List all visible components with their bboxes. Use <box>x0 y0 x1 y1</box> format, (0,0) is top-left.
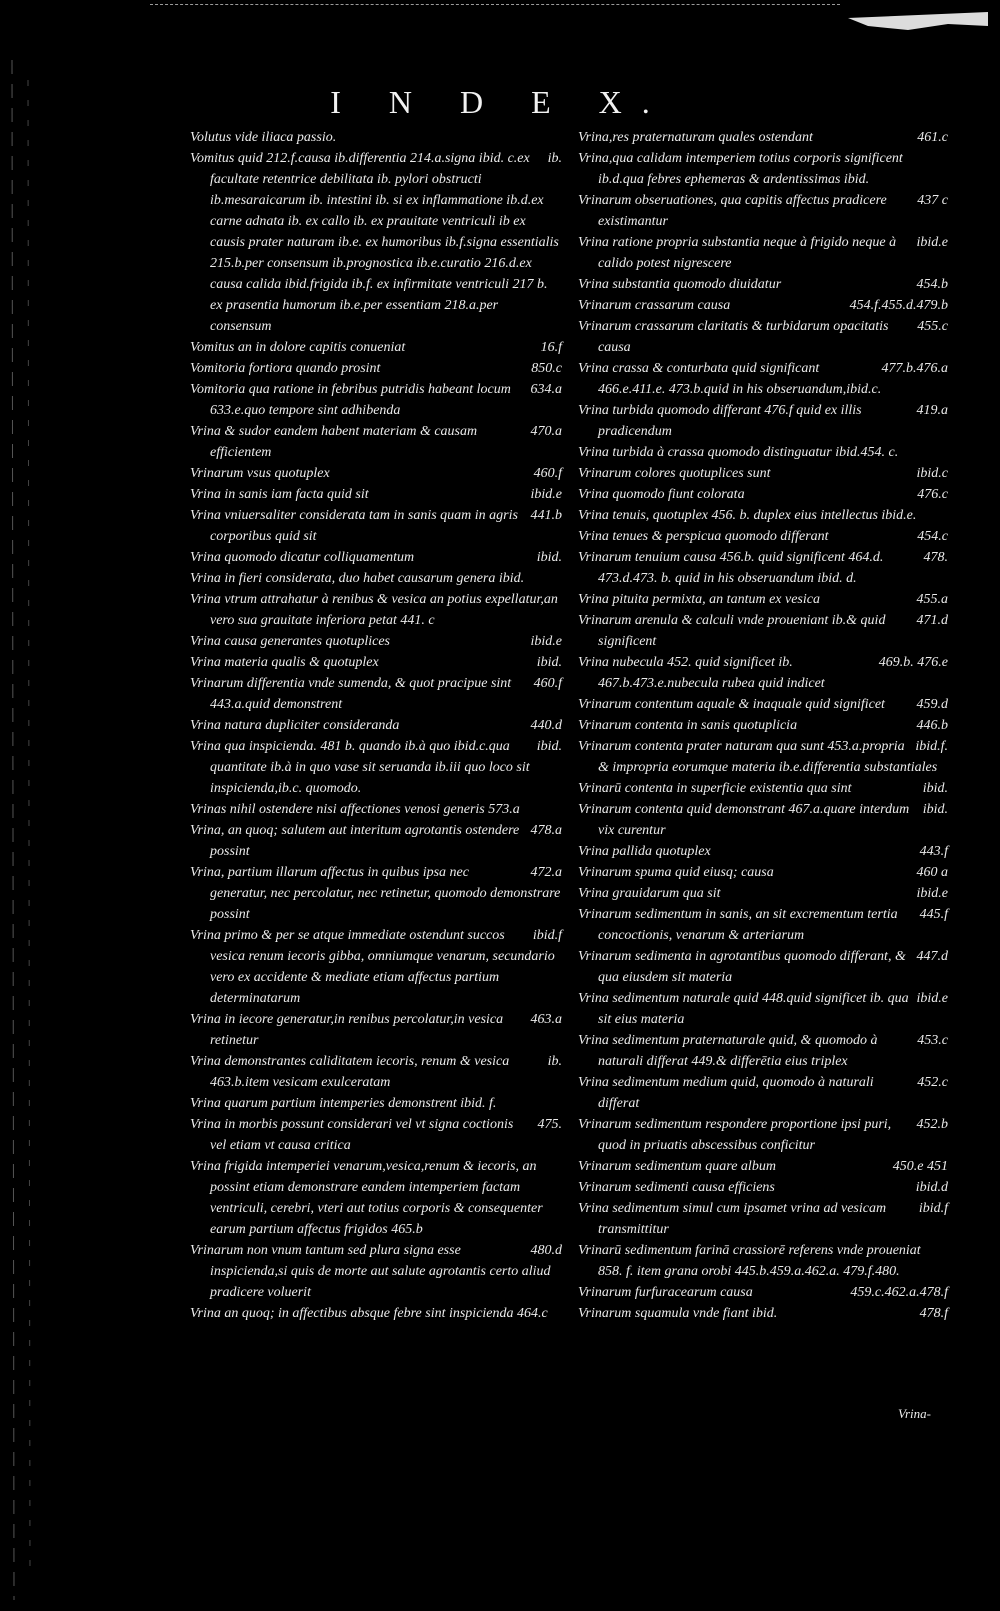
top-rule <box>150 4 840 5</box>
entry-reference: ibid.e <box>530 634 562 649</box>
entry-text: Vrina tenues & perspicua quomodo differant <box>578 529 829 544</box>
index-entry <box>190 925 562 1009</box>
entry-reference: ibid.e <box>916 235 948 250</box>
entry-text: Vrinarum colores quotuplices sunt <box>578 466 771 481</box>
index-entry <box>578 904 948 946</box>
entry-reference: 472.a <box>530 865 562 880</box>
entry-text: Vrina demonstrantes caliditatem iecoris, renum & vesica 463.b.item vesicam exulceratam <box>190 1054 510 1090</box>
entry-text: Vrinarum sedimenta in agrotantibus quomodo differant, & qua eiusdem sit materia <box>578 949 906 985</box>
entry-text: Vrinarum furfuracearum causa <box>578 1285 753 1300</box>
index-entry <box>578 316 948 358</box>
entry-text: Vrina crassa & conturbata quid significant 466.e.411.e. 473.b.quid in his obseruandum,ibid.c. <box>578 361 882 397</box>
index-entry <box>578 463 948 484</box>
index-entry <box>190 1114 562 1156</box>
index-entry <box>578 946 948 988</box>
entry-reference: 460 a <box>916 865 948 880</box>
index-entry <box>578 1240 948 1282</box>
index-entry <box>578 127 948 148</box>
entry-reference: ibid. <box>536 655 562 670</box>
entry-text: Vrina an quoq; in affectibus absque febre sint inspicienda 464.c <box>190 1306 548 1321</box>
index-entry <box>578 883 948 904</box>
entry-text: Vomitoria fortiora quando prosint <box>190 361 381 376</box>
entry-reference: 455.c <box>917 319 948 334</box>
entry-text: Vrinarum spuma quid eiusq; causa <box>578 865 774 880</box>
entry-text: Vrina turbida quomodo differant 476.f quid ex illis pradicendum <box>578 403 862 439</box>
index-entry <box>190 589 562 631</box>
entry-reference: 477.b.476.a <box>881 361 948 376</box>
index-entry <box>578 1303 948 1324</box>
index-entry <box>190 379 562 421</box>
entry-text: Vrinarū contenta in superficie existentia qua sint <box>578 781 852 796</box>
entry-text: Vrina, partium illarum affectus in quibus ipsa nec generatur, nec percolatur, nec retinetur, quomodo demonstrare possint <box>190 865 561 922</box>
entry-reference: 460.f <box>533 466 562 481</box>
entry-reference: 459.d <box>916 697 948 712</box>
entry-text: Volutus vide iliaca passio. <box>190 130 337 145</box>
entry-text: Vrina pituita permixta, an tantum ex vesica <box>578 592 820 607</box>
entry-reference: ibid.f <box>532 928 562 943</box>
index-entry <box>190 1093 562 1114</box>
index-entry <box>578 589 948 610</box>
entry-text: Vrina sedimentum simul cum ipsamet vrina ad vesicam transmittitur <box>578 1201 887 1237</box>
index-entry <box>190 547 562 568</box>
entry-reference: ib. <box>547 151 562 166</box>
entry-text: Vrina quarum partium intemperies demonstrent ibid. f. <box>190 1096 497 1111</box>
index-entry <box>190 358 562 379</box>
entry-text: Vomitus an in dolore capitis conueniat <box>190 340 406 355</box>
index-entry <box>578 547 948 589</box>
page-edge-bleed <box>6 60 46 1600</box>
index-entry <box>578 1177 948 1198</box>
entry-text: Vrina materia qualis & quotuplex <box>190 655 379 670</box>
index-entry <box>190 463 562 484</box>
index-entry <box>578 505 948 526</box>
entry-text: Vrina ratione propria substantia neque à frigido neque à calido potest nigrescere <box>578 235 897 271</box>
entry-reference: 471.d <box>916 613 948 628</box>
entry-text: Vrina sedimentum medium quid, quomodo à naturali differat <box>578 1075 874 1111</box>
entry-text: Vrina frigida intemperiei venarum,vesica,renum & iecoris, an possint etiam demonstrare eandem intemperiem factam ventriculi, cerebri, vteri aut totius corporis & consequenter earum partium affectus frigidos 465.b <box>190 1159 543 1237</box>
entry-reference: 440.d <box>530 718 562 733</box>
entry-text: Vrinarum sedimenti causa efficiens <box>578 1180 775 1195</box>
entry-reference: 469.b. 476.e <box>878 655 948 670</box>
index-entry <box>190 862 562 925</box>
entry-reference: 470.a <box>530 424 562 439</box>
index-entry <box>190 1009 562 1051</box>
entry-text: Vrina,qua calidam intemperiem totius corporis significent ib.d.qua febres ephemeras & ardentissimas ibid. <box>578 151 903 187</box>
index-entry <box>578 799 948 841</box>
entry-text: Vrinarum sedimentum in sanis, an sit excrementum tertia concoctionis, venarum & arteriarum <box>578 907 898 943</box>
entry-text: Vrinarum contenta in sanis quotuplicia <box>578 718 798 733</box>
entry-text: Vrina in iecore generatur,in renibus percolatur,in vesica retinetur <box>190 1012 504 1048</box>
entry-text: Vrina quomodo dicatur colliquamentum <box>190 550 415 565</box>
entry-text: Vrina natura dupliciter consideranda <box>190 718 400 733</box>
index-entry <box>190 1240 562 1303</box>
entry-reference: 446.b <box>916 718 948 733</box>
index-entry <box>190 1156 562 1240</box>
index-entry <box>190 631 562 652</box>
index-column-right <box>578 127 948 1324</box>
entry-text: Vrina, an quoq; salutem aut interitum agrotantis ostendere possint <box>190 823 520 859</box>
entry-text: Vrinarū sedimentum farinā crassiorē referens vnde proueniat 858. f. item grana orobi 445.b.459.a.462.a. 479.f.480. <box>578 1243 921 1279</box>
entry-reference: 475. <box>537 1117 562 1132</box>
entry-reference: 454.f.455.d.479.b <box>849 298 948 313</box>
index-entry <box>578 442 948 463</box>
index-entry <box>578 736 948 778</box>
entry-reference: ibid.f <box>918 1201 948 1216</box>
index-entry <box>578 232 948 274</box>
entry-text: Vrina vniuersaliter considerata tam in sanis quam in agris corporibus quid sit <box>190 508 518 544</box>
entry-text: Vrina in sanis iam facta quid sit <box>190 487 369 502</box>
entry-text: Vrinarum contenta quid demonstrant 467.a.quare interdum vix curentur <box>578 802 910 838</box>
entry-text: Vrina tenuis, quotuplex 456. b. duplex eius intellectus ibid.e. <box>578 508 917 523</box>
entry-reference: 480.d <box>530 1243 562 1258</box>
entry-text: Vrinarum non vnum tantum sed plura signa esse inspicienda,si quis de morte aut salute agrotantis certo aliud pradicere voluerit <box>190 1243 551 1300</box>
entry-text: Vrinarum vsus quotuplex <box>190 466 330 481</box>
entry-reference: ibid. <box>536 550 562 565</box>
entry-text: Vomitus quid 212.f.causa ib.differentia 214.a.signa ibid. c.ex facultate retentrice debilitata ib. pylori obstructi ib.mesaraicarum ib. intestini ib. si ex inflammatione ib.d.ex carne adnata ib. ex callo ib. ex prauitate ventriculi ib ex causis prater naturam ib.e. ex humoribus ib.f.signa essentialis 215.b.per consensum ib.prognostica ib.e.curatio 216.d.ex causa calida ibid.frigida ib.f. ex infirmitate ventriculi 217 b. ex prasentia humorum ib.e.per essentiam 218.a.per consensum <box>190 151 559 334</box>
index-entry <box>578 862 948 883</box>
entry-text: Vrinas nihil ostendere nisi affectiones venosi generis 573.a <box>190 802 520 817</box>
entry-reference: 478.a <box>530 823 562 838</box>
entry-reference: 447.d <box>916 949 948 964</box>
entry-reference: ibid. <box>922 802 948 817</box>
entry-reference: ibid.e <box>916 886 948 901</box>
catchword: Vrina- <box>898 1406 931 1421</box>
entry-text: Vrina nubecula 452. quid significet ib. 467.b.473.e.nubecula rubea quid indicet <box>578 655 825 691</box>
index-entry <box>578 694 948 715</box>
entry-text: Vrinarum contentum aquale & inaquale quid significet <box>578 697 885 712</box>
index-entry <box>578 274 948 295</box>
entry-text: Vrina,res praternaturam quales ostendant <box>578 130 813 145</box>
index-entry <box>578 1030 948 1072</box>
entry-text: Vrina & sudor eandem habent materiam & causam efficientem <box>190 424 478 460</box>
index-entry <box>578 190 948 232</box>
index-entry <box>578 988 948 1030</box>
entry-text: Vrinarum crassarum claritatis & turbidarum opacitatis causa <box>578 319 889 355</box>
entry-text: Vrina quomodo fiunt colorata <box>578 487 745 502</box>
entry-text: Vrinarum sedimentum respondere proportione ipsi puri, quod in priuatis abscessibus conficitur <box>578 1117 892 1153</box>
entry-reference: 460.f <box>533 676 562 691</box>
index-entry <box>190 337 562 358</box>
entry-text: Vrina causa generantes quotuplices <box>190 634 390 649</box>
entry-text: Vrina pallida quotuplex <box>578 844 711 859</box>
entry-text: Vomitoria qua ratione in febribus putridis habeant locum 633.e.quo tempore sint adhibenda <box>190 382 511 418</box>
entry-text: Vrinarum differentia vnde sumenda, & quot pracipue sint 443.a.quid demonstrent <box>190 676 512 712</box>
index-entry <box>578 652 948 694</box>
entry-reference: 445.f <box>919 907 948 922</box>
index-entry <box>190 1051 562 1093</box>
entry-text: Vrina in morbis possunt considerari vel vt signa coctionis vel etiam vt causa critica <box>190 1117 514 1153</box>
entry-text: Vrina sedimentum naturale quid 448.quid significet ib. qua sit eius materia <box>578 991 909 1027</box>
entry-reference: 452.b <box>916 1117 948 1132</box>
index-entry <box>190 673 562 715</box>
entry-reference: ibid. <box>536 739 562 754</box>
entry-text: Vrina grauidarum qua sit <box>578 886 721 901</box>
entry-reference: 452.c <box>917 1075 948 1090</box>
index-entry <box>190 715 562 736</box>
entry-text: Vrinarum arenula & calculi vnde proueniant ib.& quid significent <box>578 613 886 649</box>
index-entry <box>578 610 948 652</box>
entry-text: Vrina substantia quomodo diuidatur <box>578 277 782 292</box>
index-entry <box>578 715 948 736</box>
entry-reference: 419.a <box>916 403 948 418</box>
entry-text: Vrinarum contenta prater naturam qua sunt 453.a.propria & impropria eorumque materia ib.e.differentia substantiales <box>578 739 938 775</box>
entry-reference: 461.c <box>917 130 948 145</box>
index-entry <box>190 148 562 337</box>
entry-reference: ib. <box>547 1054 562 1069</box>
entry-reference: ibid.e <box>530 487 562 502</box>
entry-text: Vrina vtrum attrahatur à renibus & vesica an potius expellatur,an vero sua grauitate inferiora petat 441. c <box>190 592 558 628</box>
index-entry <box>190 484 562 505</box>
entry-reference: 455.a <box>916 592 948 607</box>
index-entry <box>190 505 562 547</box>
index-entry <box>190 820 562 862</box>
entry-reference: ibid.e <box>916 991 948 1006</box>
entry-reference: 634.a <box>530 382 562 397</box>
index-entry <box>190 1303 562 1324</box>
entry-reference: ibid.c <box>916 466 948 481</box>
entry-reference: ibid.f. <box>915 739 948 754</box>
index-entry <box>578 148 948 190</box>
index-entry <box>578 1198 948 1240</box>
index-column-left <box>190 127 562 1324</box>
entry-reference: 450.e 451 <box>892 1159 948 1174</box>
entry-reference: 454.c <box>917 529 948 544</box>
index-entry <box>190 127 562 148</box>
entry-reference: 454.b <box>916 277 948 292</box>
entry-reference: 463.a <box>530 1012 562 1027</box>
index-entry <box>190 421 562 463</box>
index-entry <box>190 568 562 589</box>
index-entry <box>578 526 948 547</box>
index-entry <box>190 736 562 799</box>
index-entry <box>578 1114 948 1156</box>
page-title: I N D E X. <box>330 84 670 120</box>
entry-text: Vrinarum tenuium causa 456.b. quid significent 464.d. 473.d.473. b. quid in his obseruandum ibid. d. <box>578 550 884 586</box>
entry-reference: 476.c <box>917 487 948 502</box>
entry-reference: 443.f <box>919 844 948 859</box>
index-entry <box>578 1156 948 1177</box>
entry-reference: 478.f <box>919 1306 948 1321</box>
index-entry <box>578 295 948 316</box>
index-entry <box>578 1282 948 1303</box>
index-entry <box>578 484 948 505</box>
entry-text: Vrina turbida à crassa quomodo distinguatur ibid.454. c. <box>578 445 899 460</box>
entry-text: Vrina primo & per se atque immediate ostendunt succos vesica renum iecoris gibba, omniumque venarum, secundario vero ex accidente & mediate etiam affectus partium determinatarum <box>190 928 555 1006</box>
index-entry <box>578 358 948 400</box>
entry-text: Vrinarum squamula vnde fiant ibid. <box>578 1306 778 1321</box>
index-entry <box>578 400 948 442</box>
entry-text: Vrinarum crassarum causa <box>578 298 731 313</box>
index-entry <box>190 652 562 673</box>
index-entry <box>578 841 948 862</box>
entry-reference: 441.b <box>530 508 562 523</box>
entry-reference: 437 c <box>917 193 948 208</box>
entry-reference: 16.f <box>540 340 562 355</box>
entry-text: Vrina in fieri considerata, duo habet causarum genera ibid. <box>190 571 525 586</box>
entry-text: Vrina sedimentum praternaturale quid, & quomodo à naturali differat 449.& differētia eius triplex <box>578 1033 878 1069</box>
index-entry <box>578 1072 948 1114</box>
entry-reference: 453.c <box>917 1033 948 1048</box>
entry-text: Vrinarum sedimentum quare album <box>578 1159 776 1174</box>
entry-reference: 459.c.462.a.478.f <box>850 1285 948 1300</box>
entry-text: Vrinarum obseruationes, qua capitis affectus pradicere existimantur <box>578 193 887 229</box>
entry-reference: ibid. <box>922 781 948 796</box>
entry-text: Vrina qua inspicienda. 481 b. quando ib.à quo ibid.c.qua quantitate ib.à in quo vase sit seruanda ib.iii quo loco sit inspicienda,ib.c. quomodo. <box>190 739 530 796</box>
corner-mark-icon <box>848 10 988 34</box>
index-entry <box>190 799 562 820</box>
entry-reference: 478. <box>923 550 948 565</box>
entry-reference: 850.c <box>531 361 562 376</box>
entry-reference: ibid.d <box>915 1180 948 1195</box>
index-entry <box>578 778 948 799</box>
